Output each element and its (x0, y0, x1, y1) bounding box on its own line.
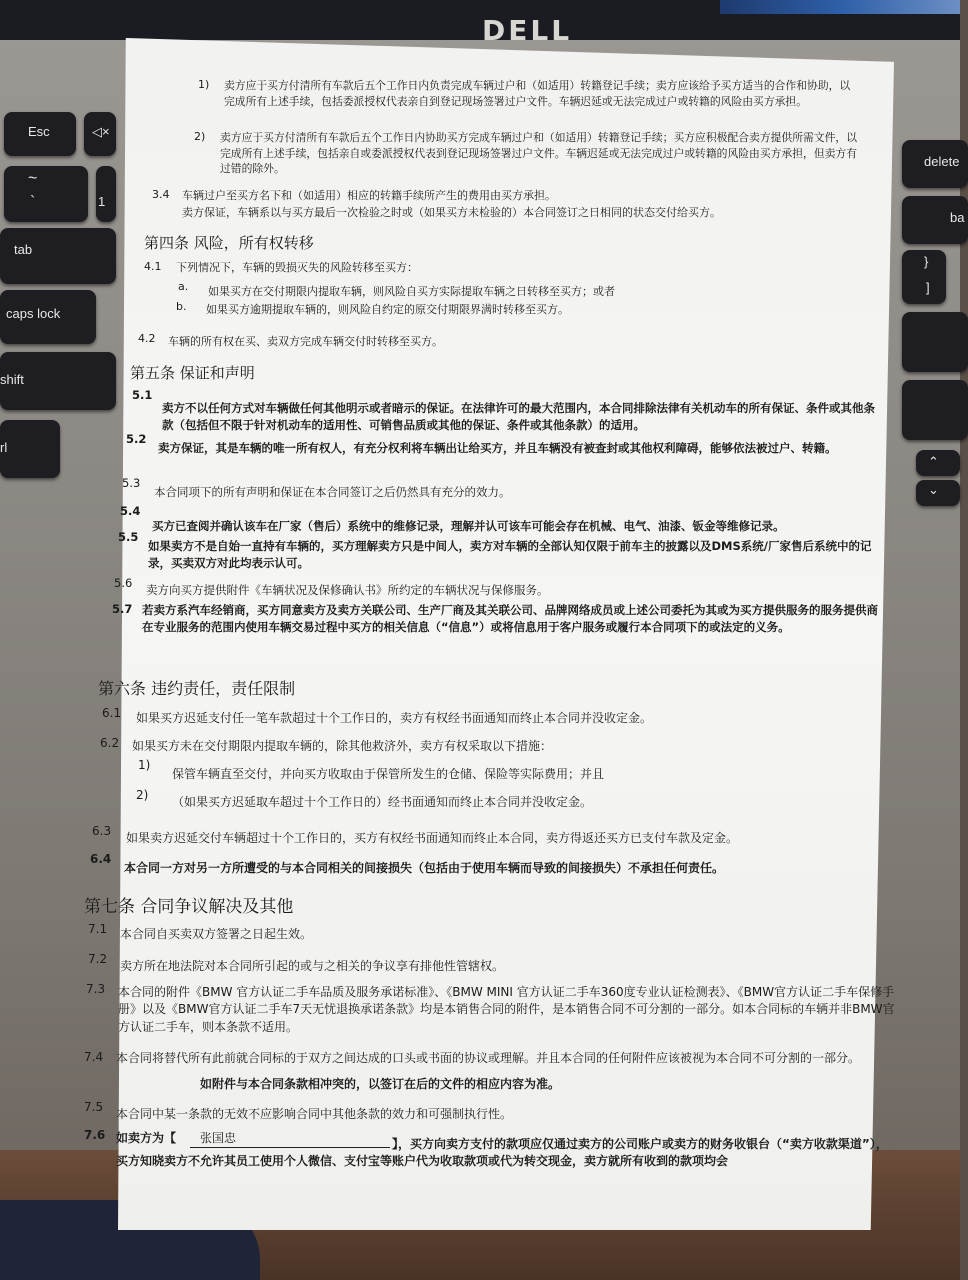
caps-lock-label: caps lock (6, 306, 61, 321)
item-number: 7.2 (88, 952, 108, 966)
clause-text: 卖方应于买方付清所有车款后五个工作日内负责完成车辆过户和（如适用）转籍登记手续；卖方应该给予买方适当的合作和协助，以完成所有上述手续，包括委派授权代表亲自到登记现场签署过户文件。车辆迟延或无法完成过户或转籍的风险由买方承担。 (224, 79, 851, 108)
clause-text: （如果买方迟延取车超过十个工作日的）经书面通知而终止本合同并没收定金。 (172, 795, 593, 809)
arrow-down-icon: ⌄ (928, 482, 939, 497)
esc-key-label: Esc (28, 124, 50, 139)
item-number: 5.5 (118, 530, 139, 544)
clause-text: 保管车辆直至交付，并向买方收取由于保管所发生的仓储、保险等实际费用；并且 (172, 767, 605, 781)
item-number: 7.4 (84, 1050, 104, 1064)
item-number: 2) (194, 130, 206, 143)
clause-text: 如果卖方不是自始一直持有车辆的，买方理解卖方只是中间人，卖方对车辆的全部认知仅限于前车主的披露以及DMS系统/厂家售后系统中的记录，买卖双方对此均表示认可。 (148, 539, 872, 570)
clause-text: 如果买方在交付期限内提取车辆，则风险自买方实际提取车辆之日转移至买方；或者 (208, 285, 615, 298)
clause-text: 卖方保证，车辆系以与买方最后一次检验之时或（如果买方未检验的）本合同签订之日相同的状态交付给买方。 (182, 206, 721, 219)
item-number: 4.2 (138, 332, 156, 345)
clause-text: 如附件与本合同条款相冲突的，以签订在后的文件的相应内容为准。 (200, 1077, 561, 1091)
clause-text: 本合同中某一条款的无效不应影响合同中其他条款的效力和可强制执行性。 (116, 1107, 513, 1121)
item-number: 1) (198, 78, 210, 91)
section-heading: 第五条 保证和声明 (130, 364, 255, 382)
item-number: a. (178, 280, 189, 293)
item-number: 5.1 (132, 388, 153, 402)
item-number: 4.1 (144, 260, 162, 273)
clause-text: 下列情况下，车辆的毁损灭失的风险转移至买方： (176, 261, 418, 274)
item-number: 1) (138, 758, 151, 772)
backslash-label: ba (950, 210, 965, 225)
clause-text: 本合同项下的所有声明和保证在本合同签订之后仍然具有充分的效力。 (154, 485, 511, 499)
item-number: 5.6 (114, 576, 133, 590)
section-heading: 第七条 合同争议解决及其他 (84, 897, 294, 917)
clause-text: 本合同一方对另一方所遭受的与本合同相关的间接损失（包括由于使用车辆而导致的间接损失）不承担任何责任。 (124, 861, 725, 875)
arrow-up-icon: ⌃ (928, 454, 939, 469)
clause-text: 卖方应于买方付清所有车款后五个工作日内协助买方完成车辆过户和（如适用）转籍登记手续；买方应积极配合卖方提供所需文件，以完成所有上述手续，包括亲自或委派授权代表到登记现场签署过户文件。车辆迟延或无法完成过户或转籍的风险由买方承担，但卖方有过错的除外。 (220, 131, 858, 176)
item-number: 7.6 (84, 1128, 106, 1142)
item-number: 7.1 (88, 922, 108, 936)
mute-icon: ◁× (92, 124, 110, 139)
item-number: 7.5 (84, 1100, 104, 1114)
section-heading: 第六条 违约责任，责任限制 (98, 679, 296, 698)
clause-text: 卖方不以任何方式对车辆做任何其他明示或者暗示的保证。在法律许可的最大范围内，本合同排除法律有关机动车的所有保证、条件或其他条款（包括但不限于针对机动车的适用性、可销售品质或其他的保证、条件或其他条款）的适用。 (162, 401, 875, 432)
seller-name-field: 张国忠 (190, 1130, 390, 1148)
brace-label: } (924, 254, 929, 269)
delete-label: delete (924, 154, 960, 169)
item-number: b. (176, 300, 187, 313)
section-heading: 第四条 风险，所有权转移 (144, 234, 314, 252)
clause-text: 卖方所在地法院对本合同所引起的或与之相关的争议享有排他性管辖权。 (120, 959, 505, 973)
dell-logo: DELL (482, 14, 573, 47)
clause-text: 买方已查阅并确认该车在厂家（售后）系统中的维修记录，理解并认可该车可能会存在机械、电气、油漆、钣金等维修记录。 (152, 519, 785, 533)
clause-text: 车辆过户至买方名下和（如适用）相应的转籍手续所产生的费用由买方承担。 (182, 189, 556, 202)
clause-text: 如果买方未在交付期限内提取车辆的，除其他救济外，卖方有权采取以下措施： (132, 739, 553, 753)
item-number: 6.2 (100, 736, 120, 750)
shift-label: shift (0, 372, 24, 387)
bracket-label: ] (926, 280, 930, 295)
item-number: 2) (136, 788, 149, 802)
item-number: 5.3 (122, 476, 141, 490)
clause-text: 如果卖方迟延交付车辆超过十个工作日的，买方有权经书面通知而终止本合同，卖方得返还买方已支付车款及定金。 (126, 831, 739, 845)
tab-label: tab (14, 242, 33, 257)
item-number: 3.4 (152, 188, 170, 201)
clause-text: 车辆的所有权在买、卖双方完成车辆交付时转移至买方。 (168, 335, 443, 348)
item-number: 6.4 (90, 852, 112, 866)
clause-text: 卖方向买方提供附件《车辆状况及保修确认书》所约定的车辆状况与保修服务。 (146, 583, 549, 597)
clause-text: 本合同自买卖双方签署之日起生效。 (120, 927, 313, 941)
one-label: 1 (98, 194, 106, 209)
clause-text: 如卖方为【 (116, 1131, 177, 1145)
item-number: 5.4 (120, 504, 141, 518)
clause-text: 本合同的附件《BMW 官方认证二手车品质及服务承诺标准》、《BMW MINI 官方认证二手车360度专业认证检测表》、《BMW官方认证二手车保修手册》以及《BMW官方认证二手车7天无忧退换承诺条款》均是本销售合同的附件，是本销售合同不可分割的一部分。如本合同标的车辆并非BMW官方认证二手车，则本条款不适用。 (118, 985, 895, 1034)
ctrl-label: rl (0, 440, 8, 455)
item-number: 6.1 (102, 706, 122, 720)
clause-text: 如果买方迟延支付任一笔车款超过十个工作日的，卖方有权经书面通知而终止本合同并没收定金。 (136, 711, 653, 725)
item-number: 6.3 (92, 824, 112, 838)
clause-text: 】，买方向卖方支付的款项应仅通过卖方的公司账户或卖方的财务收银台（“卖方收款渠道”），买方知晓卖方不允许其员工使用个人微信、支付宝等账户代为收取款项或代为转交现金，卖方就所有收到的款项均会 (116, 1137, 888, 1169)
clause-text: 本合同将替代所有此前就合同标的于双方之间达成的口头或书面的协议或理解。并且本合同的任何附件应该被视为本合同不可分割的一部分。 (116, 1051, 861, 1065)
clause-text: 若卖方系汽车经销商，买方同意卖方及卖方关联公司、生产厂商及其关联公司、品牌网络成员或上述公司委托为其或为买方提供服务的服务提供商在专业服务的范围内使用车辆交易过程中买方的相关信息（“信息”）或将信息用于客户服务或履行本合同项下的或法定的义务。 (142, 603, 878, 634)
clause-text: 卖方保证，其是车辆的唯一所有权人，有充分权利将车辆出让给买方，并且车辆没有被查封或其他权利障碍，能够依法被过户、转籍。 (158, 441, 837, 455)
backtick-label: ` (30, 194, 36, 211)
item-number: 7.3 (86, 982, 106, 996)
item-number: 5.2 (126, 432, 147, 446)
tilde-label: ~ (28, 170, 38, 187)
item-number: 5.7 (112, 602, 133, 616)
clause-text: 如果买方逾期提取车辆的，则风险自约定的原交付期限界满时转移至买方。 (206, 303, 569, 316)
